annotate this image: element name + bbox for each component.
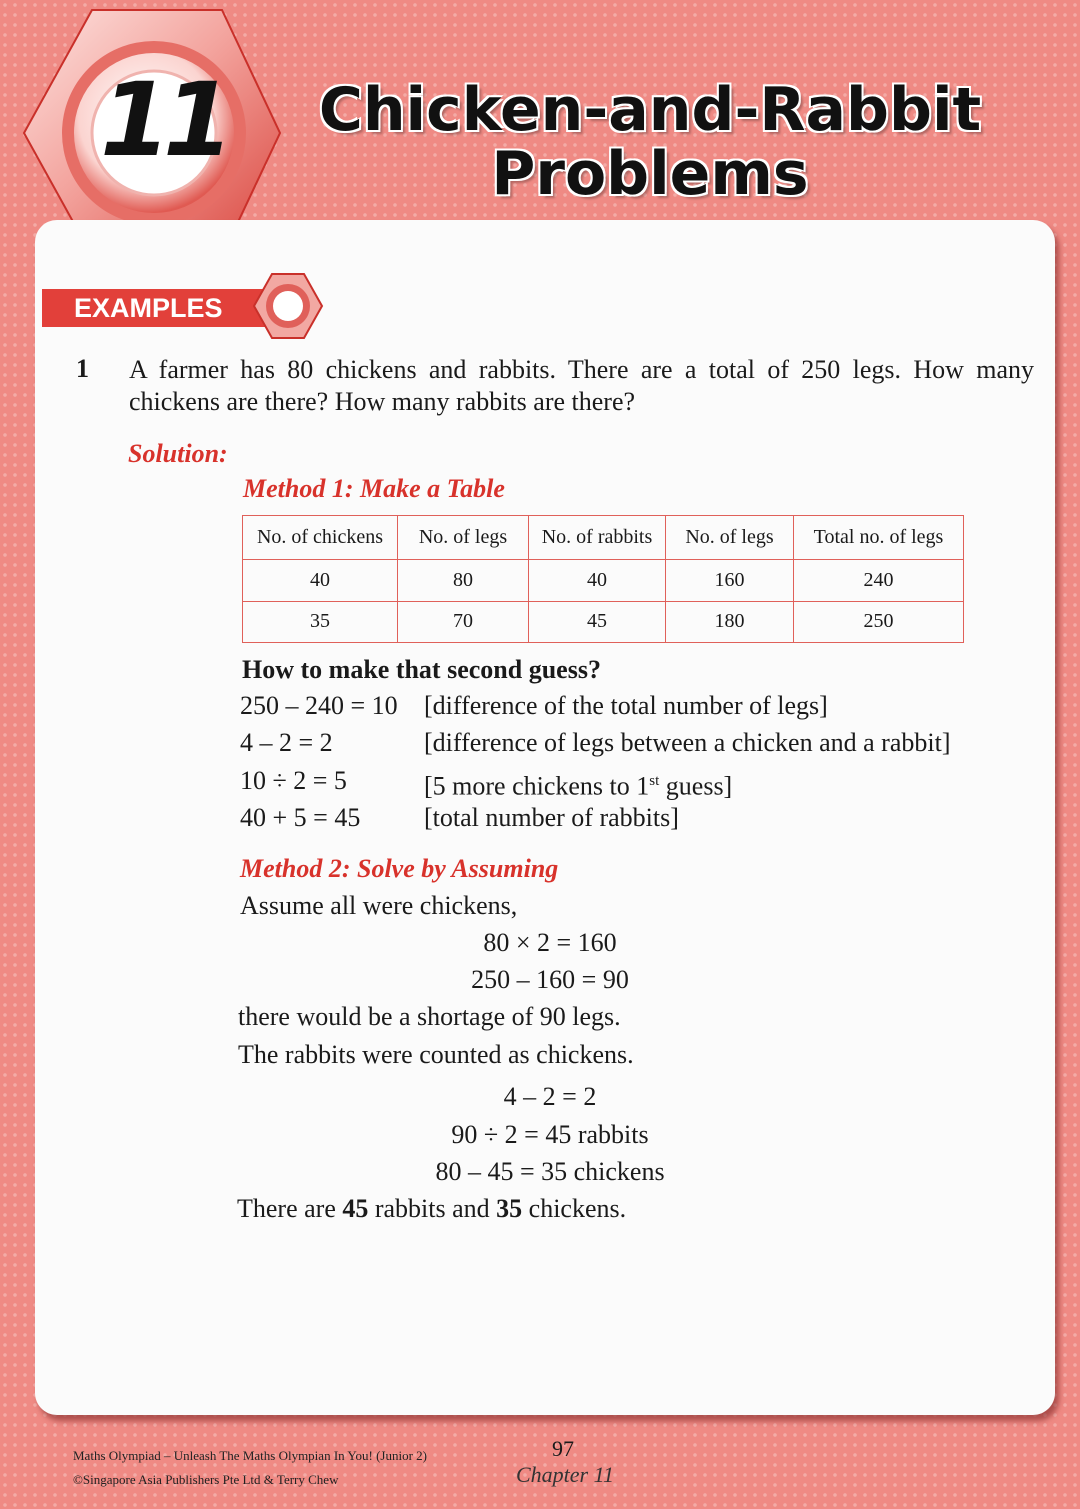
table-header-cell: No. of chickens xyxy=(243,516,398,560)
method1-title: Method 1: Make a Table xyxy=(243,474,505,503)
table-row xyxy=(243,560,964,602)
chapter-title-line2: Problems xyxy=(491,139,809,209)
step-note: [difference of the total number of legs] xyxy=(424,691,828,720)
second-guess-heading: How to make that second guess? xyxy=(242,655,601,684)
step-equation: 4 – 2 = 2 xyxy=(240,728,333,757)
conclusion-text: There are xyxy=(237,1194,343,1223)
examples-banner: EXAMPLES xyxy=(42,289,282,327)
table-header-cell: Total no. of legs xyxy=(794,516,964,560)
table-header-cell: No. of legs xyxy=(398,516,529,560)
chapter-number: 11 xyxy=(100,61,226,180)
page-number: 97 xyxy=(552,1436,574,1461)
chapter-title-line1: Chicken-and-Rabbit xyxy=(318,75,982,145)
example-number: 1 xyxy=(76,354,89,383)
solution-label: Solution: xyxy=(128,439,228,468)
table-header-row xyxy=(243,516,964,560)
step-note: [difference of legs between a chicken and a rabbit] xyxy=(424,728,951,757)
final-equation-1: 4 – 2 = 2 xyxy=(503,1082,597,1111)
table-row xyxy=(243,601,964,643)
table-cell: 80 xyxy=(398,560,529,602)
conclusion-text: chickens. xyxy=(522,1194,627,1223)
table-cell: 35 xyxy=(243,601,398,643)
conclusion-text: rabbits and xyxy=(368,1194,497,1223)
footer-chapter-label: Chapter 11 xyxy=(516,1462,614,1487)
assume-equation-2: 250 – 160 = 90 xyxy=(471,965,629,994)
step-equation: 250 – 240 = 10 xyxy=(240,691,398,720)
question-text: A farmer has 80 chickens and rabbits. There are a total of 250 legs. How many chickens are there? How many rabbits are there? xyxy=(129,355,1034,416)
guess-table xyxy=(242,515,964,643)
table-cell: 70 xyxy=(398,601,529,643)
step-equation: 40 + 5 = 45 xyxy=(240,803,361,832)
table-cell: 160 xyxy=(666,560,794,602)
footer-copyright: ©Singapore Asia Publishers Pte Ltd & Terry Chew xyxy=(73,1472,339,1487)
conclusion xyxy=(237,1193,626,1225)
hex-nut-icon xyxy=(252,270,324,342)
table-cell: 40 xyxy=(529,560,666,602)
step-note-text: [5 more chickens to 1 xyxy=(424,771,650,801)
final-equation-3: 80 – 45 = 35 chickens xyxy=(435,1157,665,1186)
table-cell: 40 xyxy=(243,560,398,602)
table-cell: 180 xyxy=(666,601,794,643)
assume-text: Assume all were chickens, xyxy=(240,891,518,920)
table-cell: 250 xyxy=(794,601,964,643)
table-header-cell: No. of legs xyxy=(666,516,794,560)
counted-text: The rabbits were counted as chickens. xyxy=(238,1040,634,1069)
rabbit-count: 45 xyxy=(342,1194,369,1223)
method2-title: Method 2: Solve by Assuming xyxy=(240,854,559,883)
shortage-text: there would be a shortage of 90 legs. xyxy=(238,1002,621,1031)
table-cell: 45 xyxy=(529,601,666,643)
table-cell: 240 xyxy=(794,560,964,602)
chicken-count: 35 xyxy=(496,1194,523,1223)
chapter-title xyxy=(300,75,1000,209)
assume-equation-1: 80 × 2 = 160 xyxy=(483,928,617,957)
ordinal-suffix: st xyxy=(649,773,660,789)
step-note-text: guess] xyxy=(659,771,733,801)
step-equation: 10 ÷ 2 = 5 xyxy=(240,766,347,795)
table-header-cell: No. of rabbits xyxy=(529,516,666,560)
step-note xyxy=(424,765,732,803)
step-note: [total number of rabbits] xyxy=(424,803,679,832)
footer-book-title: Maths Olympiad – Unleash The Maths Olympian In You! (Junior 2) xyxy=(73,1448,427,1463)
final-equation-2: 90 ÷ 2 = 45 rabbits xyxy=(451,1120,649,1149)
